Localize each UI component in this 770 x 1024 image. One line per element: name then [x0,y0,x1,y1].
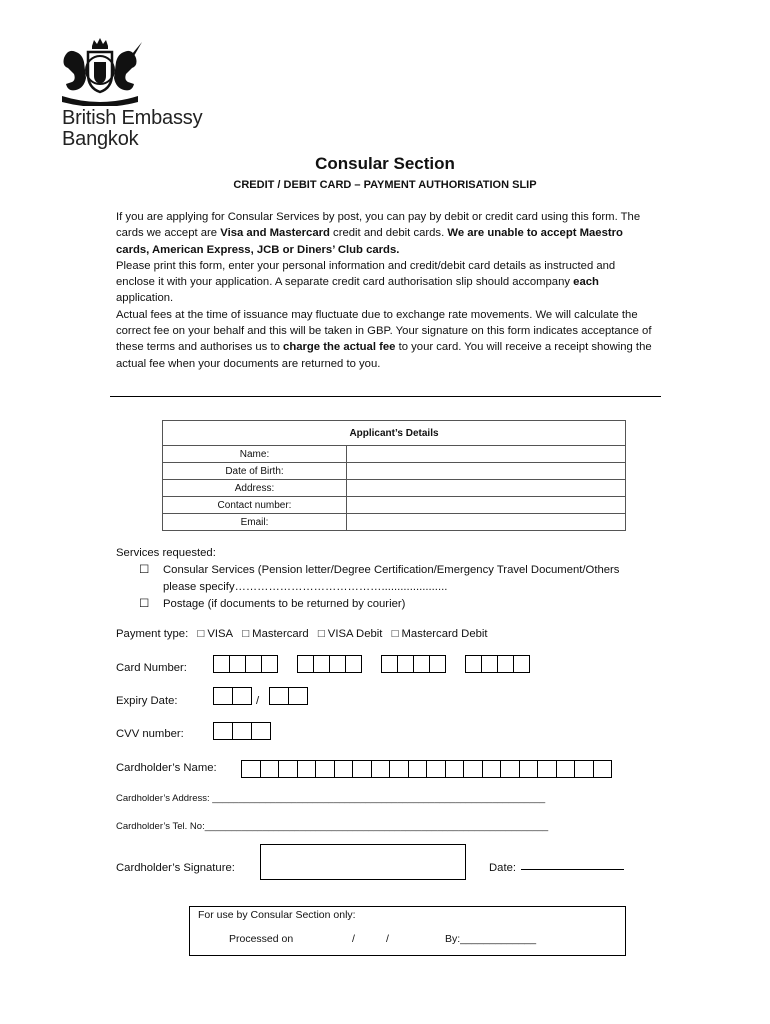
field-label-name: Name: [163,446,347,463]
signature-label: Cardholder’s Signature: [116,862,235,874]
digit-box[interactable] [213,655,230,673]
card-number-group-2[interactable] [298,655,362,673]
name-letter-box[interactable] [297,760,317,778]
field-label-contact: Contact number: [163,497,347,514]
digit-box[interactable] [232,722,252,740]
cardholder-address-label: Cardholder’s Address: [116,793,210,804]
divider [110,396,661,397]
office-use-box [189,906,626,956]
digit-box[interactable] [513,655,530,673]
applicant-details-table [162,420,626,531]
dob-field[interactable] [347,463,626,480]
digit-box[interactable] [397,655,414,673]
intro-text-run: credit and debit cards. [329,227,448,240]
name-letter-box[interactable] [334,760,354,778]
name-letter-box[interactable] [389,760,409,778]
cardholder-address-row [116,793,545,804]
name-letter-box[interactable] [537,760,557,778]
digit-box[interactable] [481,655,498,673]
card-number-group-3[interactable] [382,655,446,673]
cvv-boxes[interactable] [214,722,271,740]
payment-option-mastercard-debit[interactable]: □ Mastercard Debit [391,628,488,640]
processed-on-slash-1: / [352,933,355,945]
digit-box[interactable] [381,655,398,673]
service-item-postage [116,596,636,613]
name-letter-box[interactable] [593,760,613,778]
name-letter-box[interactable] [352,760,372,778]
processed-on-label: Processed on [229,933,294,945]
payment-type [116,628,494,640]
name-letter-box[interactable] [315,760,335,778]
payment-option-visa-debit[interactable]: □ VISA Debit [317,628,383,640]
name-letter-box[interactable] [278,760,298,778]
digit-box[interactable] [329,655,346,673]
processed-on-slash-2: / [386,933,389,945]
expiry-separator: / [256,695,260,707]
services-label: Services requested: [116,547,216,559]
date-label: Date: [489,862,517,874]
digit-box[interactable] [497,655,514,673]
field-label-dob: Date of Birth: [163,463,347,480]
intro-paragraph-2 [116,258,656,307]
embassy-name [62,108,202,150]
name-letter-box[interactable] [260,760,280,778]
name-field[interactable] [347,446,626,463]
intro-bold-run: charge the actual fee [283,341,396,354]
postage-checkbox[interactable]: ☐ [139,598,150,610]
cardholder-name-label: Cardholder’s Name: [116,762,217,774]
name-letter-box[interactable] [426,760,446,778]
card-number-label: Card Number: [116,662,187,674]
cardholder-tel-row [116,821,548,832]
cardholder-address-line[interactable]: _______________________________________________________________ [212,793,546,804]
cardholder-name-boxes[interactable] [242,760,612,778]
name-letter-box[interactable] [519,760,539,778]
intro-text-run: application. [116,292,174,305]
digit-box[interactable] [232,687,252,705]
embassy-name-line1: British Embassy [62,107,203,129]
date-line[interactable] [521,869,624,870]
intro-text [116,209,656,372]
service-item-consular [116,562,636,596]
service-label-consular: Consular Services (Pension letter/Degree Certification/Emergency Travel Document/Others please specify…………………………………..................... [163,564,620,593]
digit-box[interactable] [213,722,233,740]
payment-option-visa[interactable]: □ VISA [197,628,234,640]
contact-number-field[interactable] [347,497,626,514]
field-label-address: Address: [163,480,347,497]
digit-box[interactable] [261,655,278,673]
payment-option-mastercard[interactable]: □ Mastercard [242,628,309,640]
payment-type-label: Payment type: [116,628,189,640]
intro-text-run: Actual fees at the time of issuance may fluctuate due to exchange rate movements. We will calculate the correct fee on your behalf and this will be taken in GBP. Your signature on this form indicates acceptance of these terms and authorises us to [116,308,652,354]
email-field[interactable] [347,514,626,531]
name-letter-box[interactable] [574,760,594,778]
digit-box[interactable] [313,655,330,673]
address-field[interactable] [347,480,626,497]
expiry-date-label: Expiry Date: [116,695,178,707]
digit-box[interactable] [465,655,482,673]
embassy-name-line2: Bangkok [62,128,139,150]
intro-text-run: Please print this form, enter your personal information and credit/debit card details as instructed and enclose it with your application. A separate credit card authorisation slip should accompany [116,259,616,289]
digit-box[interactable] [345,655,362,673]
processed-by-field: By:_____________ [445,933,537,945]
cardholder-tel-label: Cardholder’s Tel. No: [116,821,205,832]
form-subtitle: CREDIT / DEBIT CARD – PAYMENT AUTHORISATION SLIP [233,179,537,191]
card-number-group-4[interactable] [466,655,530,673]
expiry-month-boxes[interactable] [214,687,252,705]
section-title: Consular Section [315,154,455,173]
name-letter-box[interactable] [445,760,465,778]
applicant-details-heading: Applicant’s Details [163,421,626,446]
name-letter-box[interactable] [408,760,428,778]
expiry-year-boxes[interactable] [270,687,308,705]
cardholder-tel-line[interactable]: _________________________________________________________________ [204,821,549,832]
digit-box[interactable] [288,687,308,705]
name-letter-box[interactable] [463,760,483,778]
digit-box[interactable] [251,722,271,740]
intro-bold-run: We are unable to accept Maestro cards, American Express, JCB or Diners’ Club cards. [116,227,623,256]
consular-services-checkbox[interactable]: ☐ [139,564,150,576]
name-letter-box[interactable] [371,760,391,778]
name-letter-box[interactable] [556,760,576,778]
digit-box[interactable] [245,655,262,673]
intro-text-run: If you are applying for Consular Services by post, you can pay by debit or credit card using this form. The cards we accept are [116,211,641,240]
office-use-title: For use by Consular Section only: [198,909,356,921]
cvv-label: CVV number: [116,728,184,740]
digit-box[interactable] [229,655,246,673]
service-label-postage: Postage (if documents to be returned by courier) [163,598,406,610]
digit-box[interactable] [413,655,430,673]
name-letter-box[interactable] [241,760,261,778]
intro-paragraph-1 [116,209,656,258]
intro-text-run: to your card. You will receive a receipt showing the actual fee when your documents are returned to you. [116,341,652,370]
signature-box[interactable] [260,844,466,880]
services-requested [116,545,636,613]
intro-bold-run: each [573,276,599,289]
intro-paragraph-3 [116,307,656,372]
royal-coat-of-arms-icon [58,38,142,106]
name-letter-box[interactable] [500,760,520,778]
digit-box[interactable] [269,687,289,705]
digit-box[interactable] [213,687,233,705]
field-label-email: Email: [163,514,347,531]
card-number-group-1[interactable] [214,655,278,673]
digit-box[interactable] [429,655,446,673]
digit-box[interactable] [297,655,314,673]
name-letter-box[interactable] [482,760,502,778]
intro-bold-run: Visa and Mastercard [220,227,330,240]
